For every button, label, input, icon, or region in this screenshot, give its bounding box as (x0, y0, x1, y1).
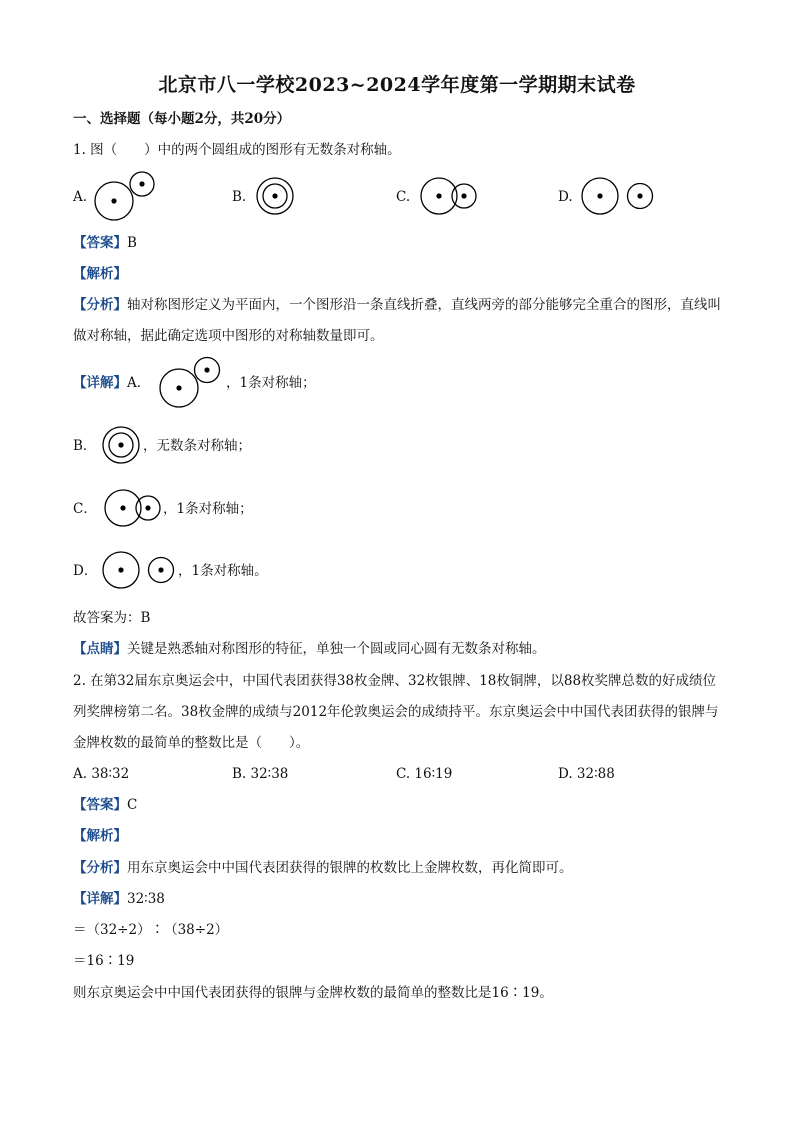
q2-fenxi-text: 用东京奥运会中中国代表团获得的银牌的枚数比上金牌枚数，再化简即可。 (127, 860, 573, 876)
analysis-tag: 【解析】 (73, 828, 127, 844)
q1-detail-c-figure (103, 487, 165, 529)
question-2-stem: 2. 在第32届东京奥运会中，中国代表团获得38枚金牌、32枚银牌、18枚铜牌，以88枚奖牌总数的好成绩位列奖牌榜第二名。38枚金牌的成绩与2012年伦敦奥运会的成绩持平。东京奥运会中中国代表团获得的银牌与金牌枚数的最简单的整数比是（ ）。 (73, 673, 719, 751)
q1-option-b-label: B. (232, 189, 247, 205)
q1-detail-d-figure (101, 549, 181, 591)
q1-detail-a-line (73, 373, 150, 393)
q2-option-d: D. 32∶88 (558, 766, 615, 782)
detail-tag: 【详解】 (73, 891, 127, 907)
q1-detail-b-text: ，无数条对称轴； (143, 438, 251, 454)
q2-detail-text: 32∶38 (127, 891, 165, 907)
q2-step-2: ＝16∶19 (73, 953, 135, 969)
q2-analysis-line (73, 826, 127, 846)
fenxi-tag: 【分析】 (73, 297, 127, 313)
q1-option-c-label: C. (396, 189, 411, 205)
dianjing-tag: 【点睛】 (73, 641, 127, 657)
q2-step-1: ＝（32÷2）∶（38÷2） (73, 922, 229, 938)
q1-answer-line (73, 233, 137, 253)
q1-detail-b-label: B． (73, 438, 97, 454)
q1-option-b-figure (255, 176, 297, 218)
detail-tag: 【详解】 (73, 375, 127, 391)
q2-option-b: B. 32∶38 (232, 766, 289, 782)
q2-answer: C (127, 797, 138, 813)
q1-option-c-figure (419, 175, 481, 217)
q1-dianjing-line (73, 639, 546, 659)
q1-detail-d-text: ，1条对称轴。 (178, 563, 268, 579)
q1-fenxi-paragraph (73, 290, 723, 352)
q1-detail-a-figure (157, 356, 225, 408)
q1-detail-c-label: C． (73, 501, 97, 517)
q1-dianjing-text: 关键是熟悉轴对称图形的特征，单独一个圆或同心圆有无数条对称轴。 (127, 641, 546, 657)
q1-fenxi-text: 轴对称图形定义为平面内，一个图形沿一条直线折叠，直线两旁的部分能够完全重合的图形，直线叫做对称轴，据此确定选项中图形的对称轴数量即可。 (73, 297, 721, 344)
section-heading: 一、选择题（每小题2分，共20分） (73, 111, 291, 127)
fenxi-tag: 【分析】 (73, 860, 127, 876)
q2-option-a: A. 38∶32 (73, 766, 130, 782)
q1-detail-a-text: ，1条对称轴； (226, 375, 316, 391)
q1-analysis-line (73, 264, 127, 284)
q1-conclusion: 故答案为：B (73, 610, 151, 626)
q2-detail-line (73, 889, 165, 909)
q1-option-a-label: A. (73, 189, 88, 205)
q1-detail-d-label: D． (73, 563, 98, 579)
q1-option-d-label: D. (558, 189, 573, 205)
q1-option-a-figure (92, 170, 162, 222)
answer-tag: 【答案】 (73, 797, 127, 813)
answer-tag: 【答案】 (73, 235, 127, 251)
detail-a-label: A． (127, 375, 151, 391)
question-1-stem: 1. 图（ ）中的两个圆组成的图形有无数条对称轴。 (73, 142, 401, 158)
q1-detail-b-figure (101, 425, 143, 467)
q2-conclusion: 则东京奥运会中中国代表团获得的银牌与金牌枚数的最简单的整数比是16∶19。 (73, 985, 553, 1001)
analysis-tag: 【解析】 (73, 266, 127, 282)
q2-answer-line (73, 795, 137, 815)
q2-fenxi-line (73, 858, 573, 878)
page-title: 北京市八一学校2023~2024学年度第一学期期末试卷 (158, 74, 636, 96)
q1-answer: B (127, 235, 137, 251)
q1-option-d-figure (580, 175, 660, 217)
q1-detail-c-text: ，1条对称轴； (163, 501, 253, 517)
q2-option-c: C. 16∶19 (396, 766, 453, 782)
